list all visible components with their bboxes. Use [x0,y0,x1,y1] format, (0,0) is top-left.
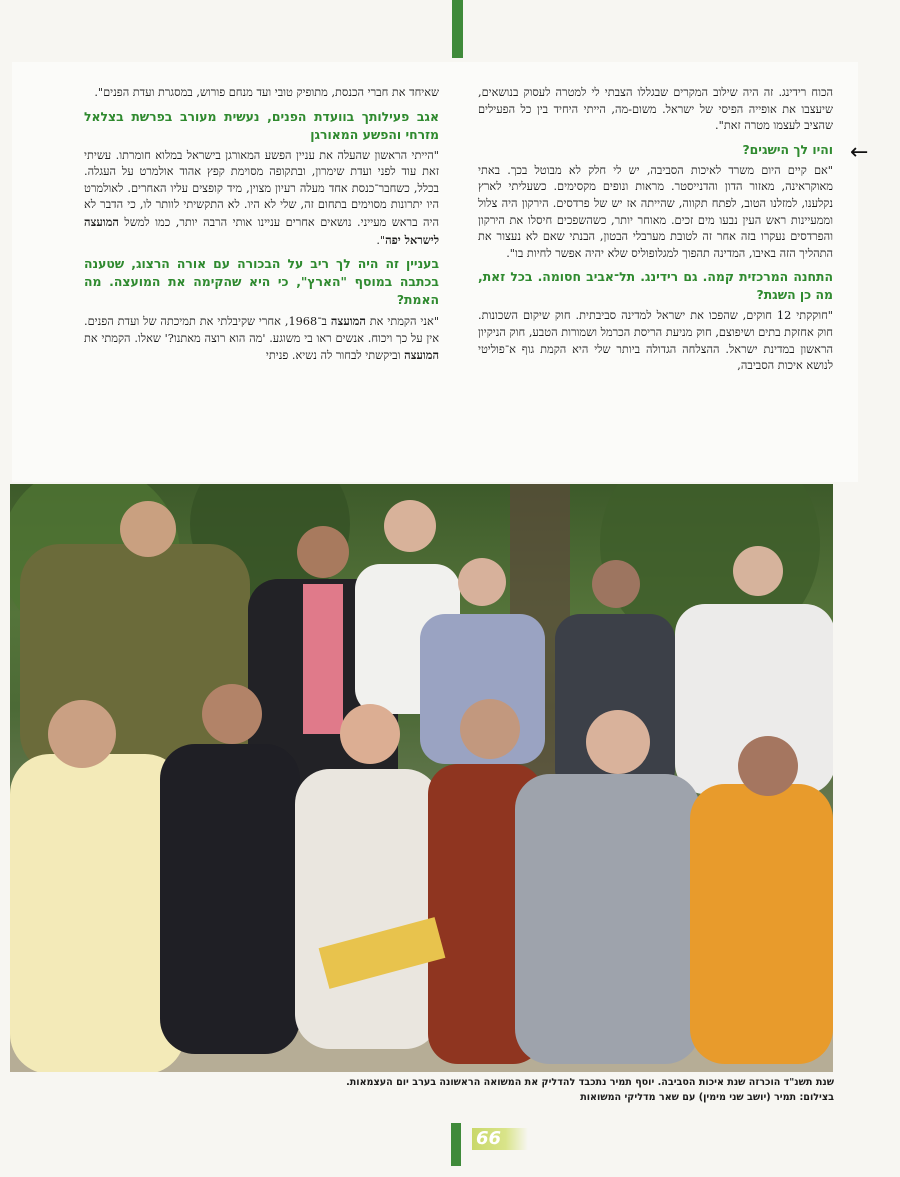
caption-line: בצילום: תמיר (יושב שני מימין) עם שאר מדליקי המשואות [580,1091,834,1103]
paragraph-text: "הייתי הראשון שהעלה את עניין הפשע המאורגן בישראל במלוא חומרתו. עשיתי זאת עוד לפני ועדת שימרון, ובתקופה מסוימת קפץ אהוד אולמרט על העגלה. בכלל, כשחבר־כנסת אחד מעלה רעיון מצוין, מיד קופצים עליו האחרים. לאולמרט היו יתרונות מסוימים בתחום זה, שלי לא היו. לא התקשיתי לוותר לו, כי הדבר לא היה בראש מעייני. נושאים אחרים עניינו אותי הרבה יותר, כמו למשל [84,148,440,229]
group-photo [10,484,833,1072]
arrow-left-icon: ← [850,140,869,165]
bold-term: המועצה [404,348,439,363]
interview-question: אגב פעילותך בוועדת הפנים, נעשית מעורב בפרשת בצלאל מזרחי והפשע המאורגן [84,108,439,142]
group-photo-illustration [10,484,833,1072]
paragraph-text: ". [376,233,386,247]
paragraph-text: "אני הקמתי את [369,315,440,329]
bottom-accent-bar [451,1123,461,1166]
article-column-left [84,85,439,371]
paragraph [84,313,439,365]
page-number-badge [472,1128,528,1150]
paragraph [84,148,439,250]
paragraph: "חוקקתי 12 חוקים, שהפכו את ישראל למדינה סביבתית. חוק שיקום השכונות. חוק אחזקת בתים ושיפוצם, חוק מניעת הריסת הכרמל ושמורות הטבע, חוק הניקיון הראשון במדינת ישראל. ההצלחה הגדולה ביותר שלי היא הקמת גוף א־פוליטי לנושא איכות הסביבה, [478,309,833,373]
page-number: 66 [476,1128,502,1149]
top-accent-bar [452,0,463,58]
paragraph: שאיחד את חברי הכנסת, מתופיק טובי ועד מנחם פורוש, במסגרת ועדת הפנים". [94,86,439,99]
article-column-right [478,85,833,381]
interview-question: בעניין זה היה לך ריב על הבכורה עם אורה הרצוג, שטענה בכתבה במוסף "הארץ", כי היא שהקימה את המועצה. מה האמת? [84,256,439,308]
paragraph: "אם קיים היום משרד לאיכות הסביבה, יש לי חלק לא מבוטל בכך. באתי מאוקראינה, מאזור הדון והדנייסטר. מראות ונופים מקסימים. כשעליתי לארץ נקלענו, למזלנו הטוב, לפתח תקווה, שהייתה אז יש של פרדסים. הירקון היה צלול וממעיינות ראש העין נבעו מים זכים. מאוחר יותר, כשהשפכים חיסלו את הירקון והפרדסים נעקרו בזה אחר זה לטובת מערבלי הבטון, הבנתי שאם לא נעצור את התהליך הזה באיבו, המדינה תהפוך למגלופוליס שלא יהיה אפשר לחיות בו". [478,163,833,260]
paragraph-text: ב־1968, אחרי שקיבלתי את תמיכתה של ועדת הפנים. אין על כך ויכוח. אנשים ראו בי משוגע. 'מה הוא רוצה מאתנו?' שאלו. הקמתי את [84,315,439,345]
photo-caption [180,1076,834,1105]
paragraph: הכוח רידינג. זה היה שילוב המקרים שבגללו הצבתי לי למטרה לעסוק בנושאים, שיעצבו את אופייה הפיסי של ישראל. משום-מה, הייתי היחיד בין כל הפעילים שהציב לעצמו מטרה זאת". [478,86,833,133]
paragraph-text: וביקשתי לבחור לה נשיא. פניתי [265,349,401,363]
bold-term: המועצה [330,314,366,329]
interview-question: התחנה המרכזית קמה. גם רידינג. תל־אביב חסומה. בכל זאת, מה כן השגת? [478,269,833,303]
bold-term: המועצה לישראל יפה [84,214,439,247]
caption-line: שנת תשנ"ד הוכרזה שנת איכות הסביבה. יוסף תמיר נתכבד להדליק את המשואה הראשונה בערב יום העצמאות. [346,1077,834,1088]
interview-question: והיו לך הישגים? [742,141,833,157]
